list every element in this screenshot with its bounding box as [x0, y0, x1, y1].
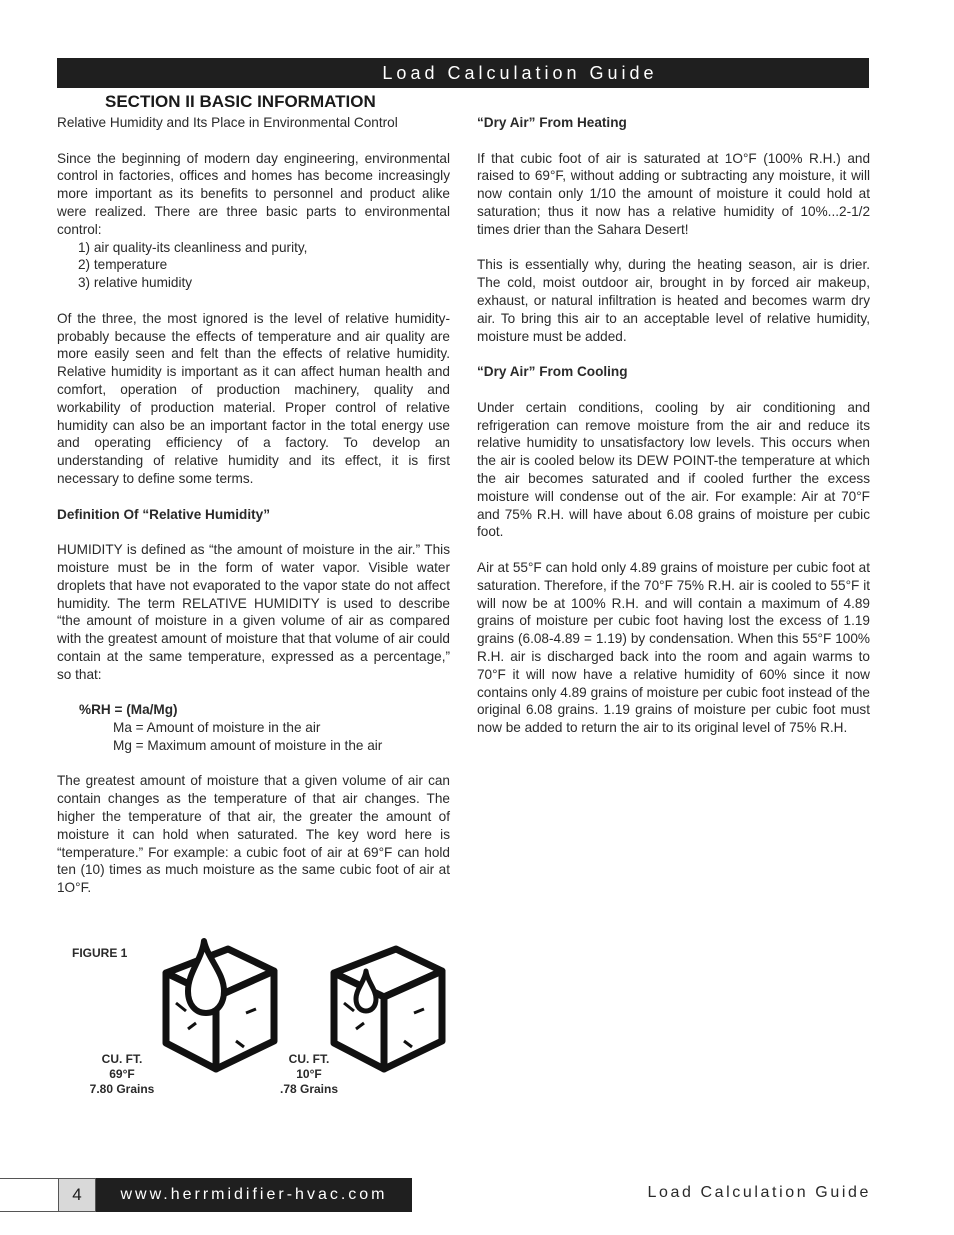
heating-heading: “Dry Air” From Heating	[477, 115, 627, 130]
right-paragraph-3: Under certain conditions, cooling by air conditioning and refrigeration can remove moisture from the air and reduce its relative humidity to unsatisfactory low levels. This occurs when the air is cooled below its DEW POINT-the temperature at which the air becomes saturated and if cooled further the excess moisture will condense out of the air. For example: Air at 70°F and 75% R.H. will have about 6.08 grains of moisture per cubic foot.	[477, 399, 870, 540]
left-column	[57, 114, 450, 897]
formula-ma: Ma = Amount of moisture in the air	[113, 720, 321, 736]
list-item: 3) relative humidity	[78, 275, 193, 291]
left-paragraph-3: HUMIDITY is defined as “the amount of moisture in the air.” This moisture must be in the form of water vapor. Visible water droplets that have not evaporated to the vapor state do not affect humidity. The term RELATIVE HUMIDITY is used to describe “the amount of moisture in a given volume of air as compared with the greatest amount of moisture that that volume of air could contain at the same temperature, expressed as a percentage,” so that:	[57, 542, 450, 682]
section-title: SECTION II BASIC INFORMATION	[105, 92, 376, 111]
left-subtitle: Relative Humidity and Its Place in Environmental Control	[57, 115, 398, 130]
left-paragraph-1: Since the beginning of modern day engineering, environmental control in factories, offices and homes has become increasingly more important as its benefits to personnel and product alike were realized. There are three basic parts to environmental control:	[57, 150, 450, 237]
cooling-heading: “Dry Air” From Cooling	[477, 364, 628, 380]
cube2-caption	[254, 1052, 364, 1097]
page-number: 4	[58, 1178, 96, 1212]
header-bar	[57, 58, 869, 88]
formula: %RH = (Ma/Mg)	[79, 702, 178, 718]
formula-mg: Mg = Maximum amount of moisture in the air	[113, 737, 383, 753]
list-item: 2) temperature	[78, 257, 168, 273]
left-paragraph-2: Of the three, the most ignored is the level of relative humidity-probably because the effects of temperature and air quality are more easily seen and felt than the effects of relative humidity. Relative humidity is important as it can affect human health and comfort, operation of production machinery, quality and workability of production material. Proper control of relative humidity can also be an important factor in the total energy use and operating efficiency of a factory. To develop an understanding of relative humidity and its effect, it is first necessary to define some terms.	[57, 310, 450, 486]
right-paragraph-1: If that cubic foot of air is saturated at 1O°F (100% R.H.) and raised to 69°F, without adding or subtracting any moisture, it will now contain only 1/10 the amount of moisture it could hold at saturation; thus it now has a relative humidity of 10%...2-1/2 times drier than the Sahara Desert!	[477, 150, 870, 237]
footer-rule	[0, 1178, 58, 1212]
definition-heading: Definition Of “Relative Humidity”	[57, 506, 270, 522]
cube1-unit: CU. FT.	[101, 1052, 143, 1066]
list-item: 1) air quality-its cleanliness and purity,	[78, 239, 308, 255]
header-title: Load Calculation Guide	[382, 63, 658, 83]
cube1-temp: 69°F	[109, 1067, 135, 1081]
footer-url[interactable]: www.herrmidifier-hvac.com	[96, 1178, 412, 1212]
right-column	[477, 114, 870, 737]
left-paragraph-4: The greatest amount of moisture that a given volume of air can contain changes as the temperature of that air changes. The higher the temperature of that air, the greater the amount of moisture it can hold when saturated. The key word here is “temperature.” For example: a cubic foot of air at 69°F can hold ten (10) times as much moisture as the same cubic foot of air at 1O°F.	[57, 773, 450, 896]
footer-title: Load Calculation Guide	[647, 1184, 871, 1201]
cube2-unit: CU. FT.	[288, 1052, 330, 1066]
cube1-grains: 7.80 Grains	[89, 1082, 155, 1096]
figure-label: FIGURE 1	[72, 946, 128, 960]
cube1-caption	[67, 1052, 177, 1097]
cube2-grains: .78 Grains	[279, 1082, 339, 1096]
cube2-temp: 10°F	[296, 1067, 322, 1081]
right-paragraph-2: This is essentially why, during the heating season, air is drier. The cold, moist outdoor air, brought in by forced air makeup, exhaust, or natural infiltration is heated and becomes warm dry air. To bring this air to an acceptable level of relative humidity, moisture must be added.	[477, 257, 870, 344]
right-paragraph-4: Air at 55°F can hold only 4.89 grains of moisture per cubic foot at saturation. Therefore, if the 70°F 75% R.H. air is cooled to 55°F it will now be at 100% R.H. and will contain a maximum of 4.89 grains of moisture per cubic foot having lost the excess of 1.19 grains (6.08-4.89 = 1.19) by condensation. When this 55°F 100% R.H. air is discharged back into the room and again warms to 70°F it will now have a relative humidity of 60% since it now contains only 4.89 grains of moisture per cubic foot instead of the original 6.08 grains. 1.19 grains of moisture per cubic foot must now be added to return the air to its original level of 75% R.H.	[477, 559, 870, 736]
